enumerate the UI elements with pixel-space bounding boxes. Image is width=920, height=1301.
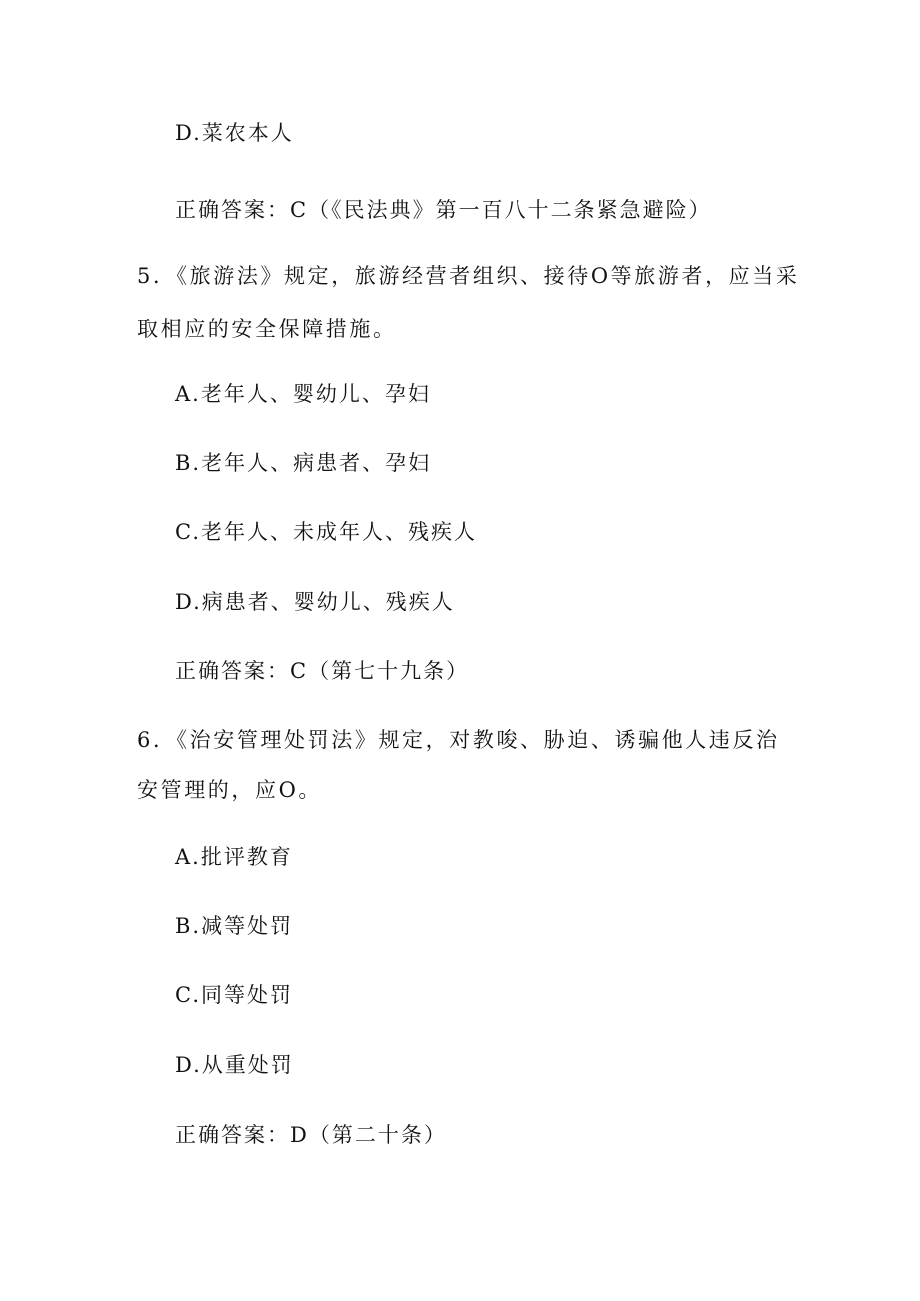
option-c-q5: C.老年人、未成年人、残疾人 (175, 520, 477, 544)
question-6-continued: 安管理的，应O。 (137, 778, 323, 802)
option-b-q6: B.减等处罚 (175, 914, 294, 938)
question-6: 6．《治安管理处罚法》规定，对教唆、胁迫、诱骗他人违反治 (137, 728, 780, 752)
question-5-continued: 取相应的安全保障措施。 (137, 317, 397, 341)
option-d-q6: D.从重处罚 (175, 1053, 294, 1077)
option-a-q5: A.老年人、婴幼儿、孕妇 (175, 382, 431, 406)
option-b-q5: B.老年人、病患者、孕妇 (175, 451, 432, 475)
option-d-q5: D.病患者、婴幼儿、残疾人 (175, 590, 455, 614)
answer-q6: 正确答案：D（第二十条） (175, 1123, 447, 1147)
option-a-q6: A.批评教育 (175, 845, 293, 869)
answer-q4: 正确答案：C（《民法典》第一百八十二条紧急避险） (175, 198, 712, 222)
question-5: 5．《旅游法》规定，旅游经营者组织、接待O等旅游者，应当采 (137, 264, 800, 288)
option-c-q6: C.同等处罚 (175, 983, 293, 1007)
option-d-q4: D.菜农本人 (175, 121, 294, 145)
answer-q5: 正确答案：C（第七十九条） (175, 659, 470, 683)
